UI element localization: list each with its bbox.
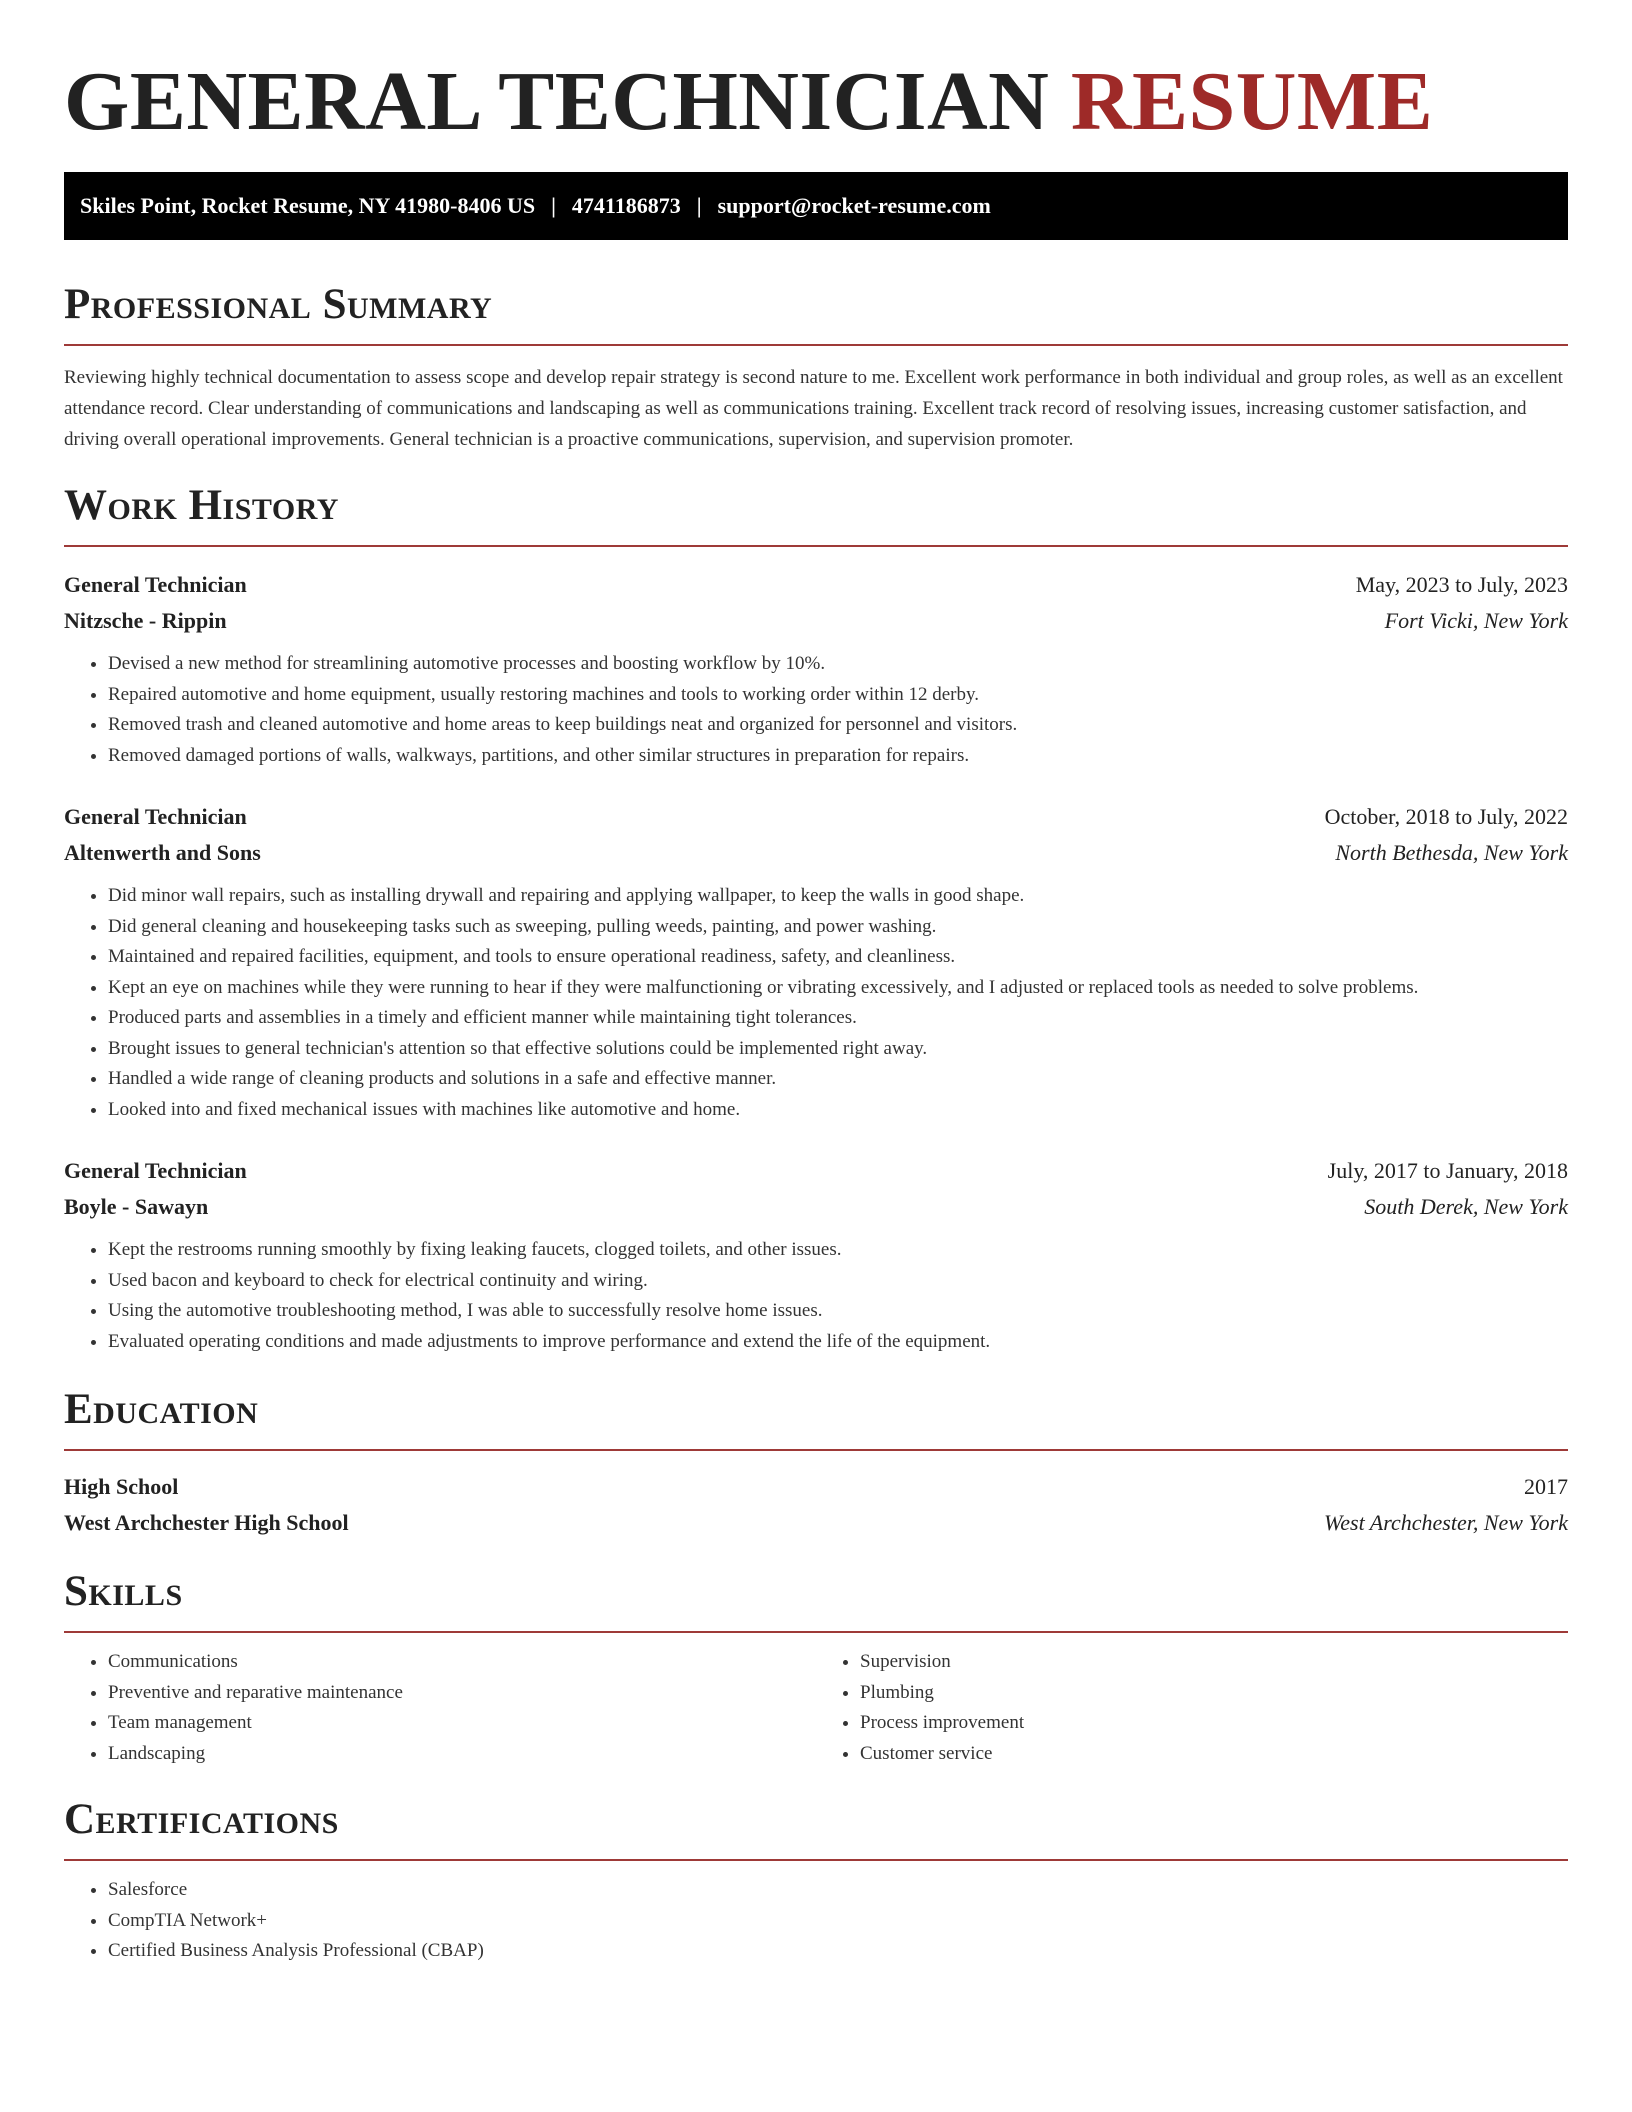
job-title: General Technician [64,1158,247,1183]
job-company-row [64,835,1568,871]
job-location: South Derek, New York [1364,1194,1568,1219]
section-heading-summary: Professional Summary [64,281,493,328]
list-item: • Kept the restrooms running smoothly by fixing leaking faucets, clogged toilets, and other issues. [108,1235,1568,1266]
contact-bar [64,172,1568,240]
section-divider [64,1859,1568,1861]
skill-item: • Customer service [860,1739,1568,1770]
certification-item: • Certified Business Analysis Professional (CBAP) [108,1936,1568,1967]
list-item: • Used bacon and keyboard to check for electrical continuity and wiring. [108,1266,1568,1297]
education-year: 2017 [1524,1474,1568,1499]
contact-separator: | [551,193,556,218]
list-item: • Using the automotive troubleshooting method, I was able to successfully resolve home issues. [108,1296,1568,1327]
section-divider [64,1449,1568,1451]
summary-section [64,280,1568,455]
skill-item: • Supervision [860,1647,1568,1678]
job-company-row [64,603,1568,639]
list-item: • Brought issues to general technician's attention so that effective solutions could be implemented right away. [108,1034,1568,1065]
contact-phone: 4741186873 [571,193,681,218]
skill-item: • Preventive and reparative maintenance [108,1678,816,1709]
job-dates: July, 2017 to January, 2018 [1327,1158,1568,1183]
certification-item: • CompTIA Network+ [108,1906,1568,1937]
skills-list-left [64,1647,816,1769]
skills-section [64,1567,1568,1769]
skills-grid [64,1647,1568,1769]
section-heading-certifications: Certifications [64,1796,339,1843]
work-history-section [64,481,1568,1357]
section-heading-skills: Skills [64,1568,183,1615]
title-main: GENERAL TECHNICIAN [64,55,1050,148]
list-item: • Removed trash and cleaned automotive and home areas to keep buildings neat and organized for personnel and visitors. [108,710,1568,741]
skill-item: • Landscaping [108,1739,816,1770]
job-entry [64,799,1568,1125]
jobs-list [64,567,1568,1357]
contact-separator: | [696,193,702,218]
job-header-row [64,799,1568,835]
job-bullets [64,1235,1568,1357]
education-degree: High School [64,1474,179,1499]
job-bullets [64,649,1568,771]
list-item: • Did minor wall repairs, such as installing drywall and repairing and applying wallpaper, to keep the walls in good shape. [108,881,1568,912]
job-entry [64,1153,1568,1357]
section-divider [64,1631,1568,1633]
list-item: • Did general cleaning and housekeeping tasks such as sweeping, pulling weeds, painting, and power washing. [108,912,1568,943]
job-location: Fort Vicki, New York [1384,608,1568,633]
job-header-row [64,1153,1568,1189]
list-item: • Produced parts and assemblies in a timely and efficient manner while maintaining tight tolerances. [108,1003,1568,1034]
list-item: • Devised a new method for streamlining automotive processes and boosting workflow by 10%. [108,649,1568,680]
list-item: • Repaired automotive and home equipment, usually restoring machines and tools to working order within 12 derby. [108,680,1568,711]
list-item: • Removed damaged portions of walls, walkways, partitions, and other similar structures in preparation for repairs. [108,741,1568,772]
skill-item: • Process improvement [860,1708,1568,1739]
section-heading-education: Education [64,1386,259,1433]
education-school-row [64,1505,1568,1541]
job-dates: October, 2018 to July, 2022 [1324,804,1568,829]
certification-item: • Salesforce [108,1875,1568,1906]
certifications-list [64,1875,1568,1967]
skill-item: • Team management [108,1708,816,1739]
list-item: • Maintained and repaired facilities, equipment, and tools to ensure operational readiness, safety, and cleanliness. [108,942,1568,973]
job-company: Nitzsche - Rippin [64,608,227,633]
job-location: North Bethesda, New York [1335,840,1568,865]
summary-text: Reviewing highly technical documentation to assess scope and develop repair strategy is second nature to me. Excellent work performance in both individual and group roles, as well as an excellent attendance record. Clear understanding of communications and landscaping as well as communications training. Excellent track record of resolving issues, increasing customer satisfaction, and driving overall operational improvements. General technician is a proactive communications, supervision, and supervision promoter. [64,367,1563,450]
list-item: • Handled a wide range of cleaning products and solutions in a safe and effective manner. [108,1064,1568,1095]
job-company: Altenwerth and Sons [64,840,261,865]
education-header-row [64,1469,1568,1505]
education-entry [64,1469,1568,1541]
skill-item: • Plumbing [860,1678,1568,1709]
education-section [64,1385,1568,1541]
contact-email: support@rocket-resume.com [717,193,991,218]
job-header-row [64,567,1568,603]
job-dates: May, 2023 to July, 2023 [1355,572,1568,597]
title-accent: RESUME [1070,55,1434,148]
job-company-row [64,1189,1568,1225]
skill-item: • Communications [108,1647,816,1678]
section-divider [64,545,1568,547]
list-item: • Evaluated operating conditions and made adjustments to improve performance and extend the life of the equipment. [108,1327,1568,1358]
certifications-section [64,1795,1568,1967]
section-heading-work-history: Work History [64,482,339,529]
job-title: General Technician [64,804,247,829]
education-school: West Archchester High School [64,1510,349,1535]
job-entry [64,567,1568,771]
education-location: West Archchester, New York [1323,1510,1568,1535]
list-item: • Looked into and fixed mechanical issues with machines like automotive and home. [108,1095,1568,1126]
job-title: General Technician [64,572,247,597]
skills-list-right [816,1647,1568,1769]
contact-address: Skiles Point, Rocket Resume, NY 41980-8406 US [80,193,536,218]
section-divider [64,344,1568,346]
list-item: • Kept an eye on machines while they were running to hear if they were malfunctioning or vibrating excessively, and I adjusted or replaced tools as needed to solve problems. [108,973,1568,1004]
resume-title [64,52,1568,152]
job-bullets [64,881,1568,1125]
job-company: Boyle - Sawayn [64,1194,209,1219]
